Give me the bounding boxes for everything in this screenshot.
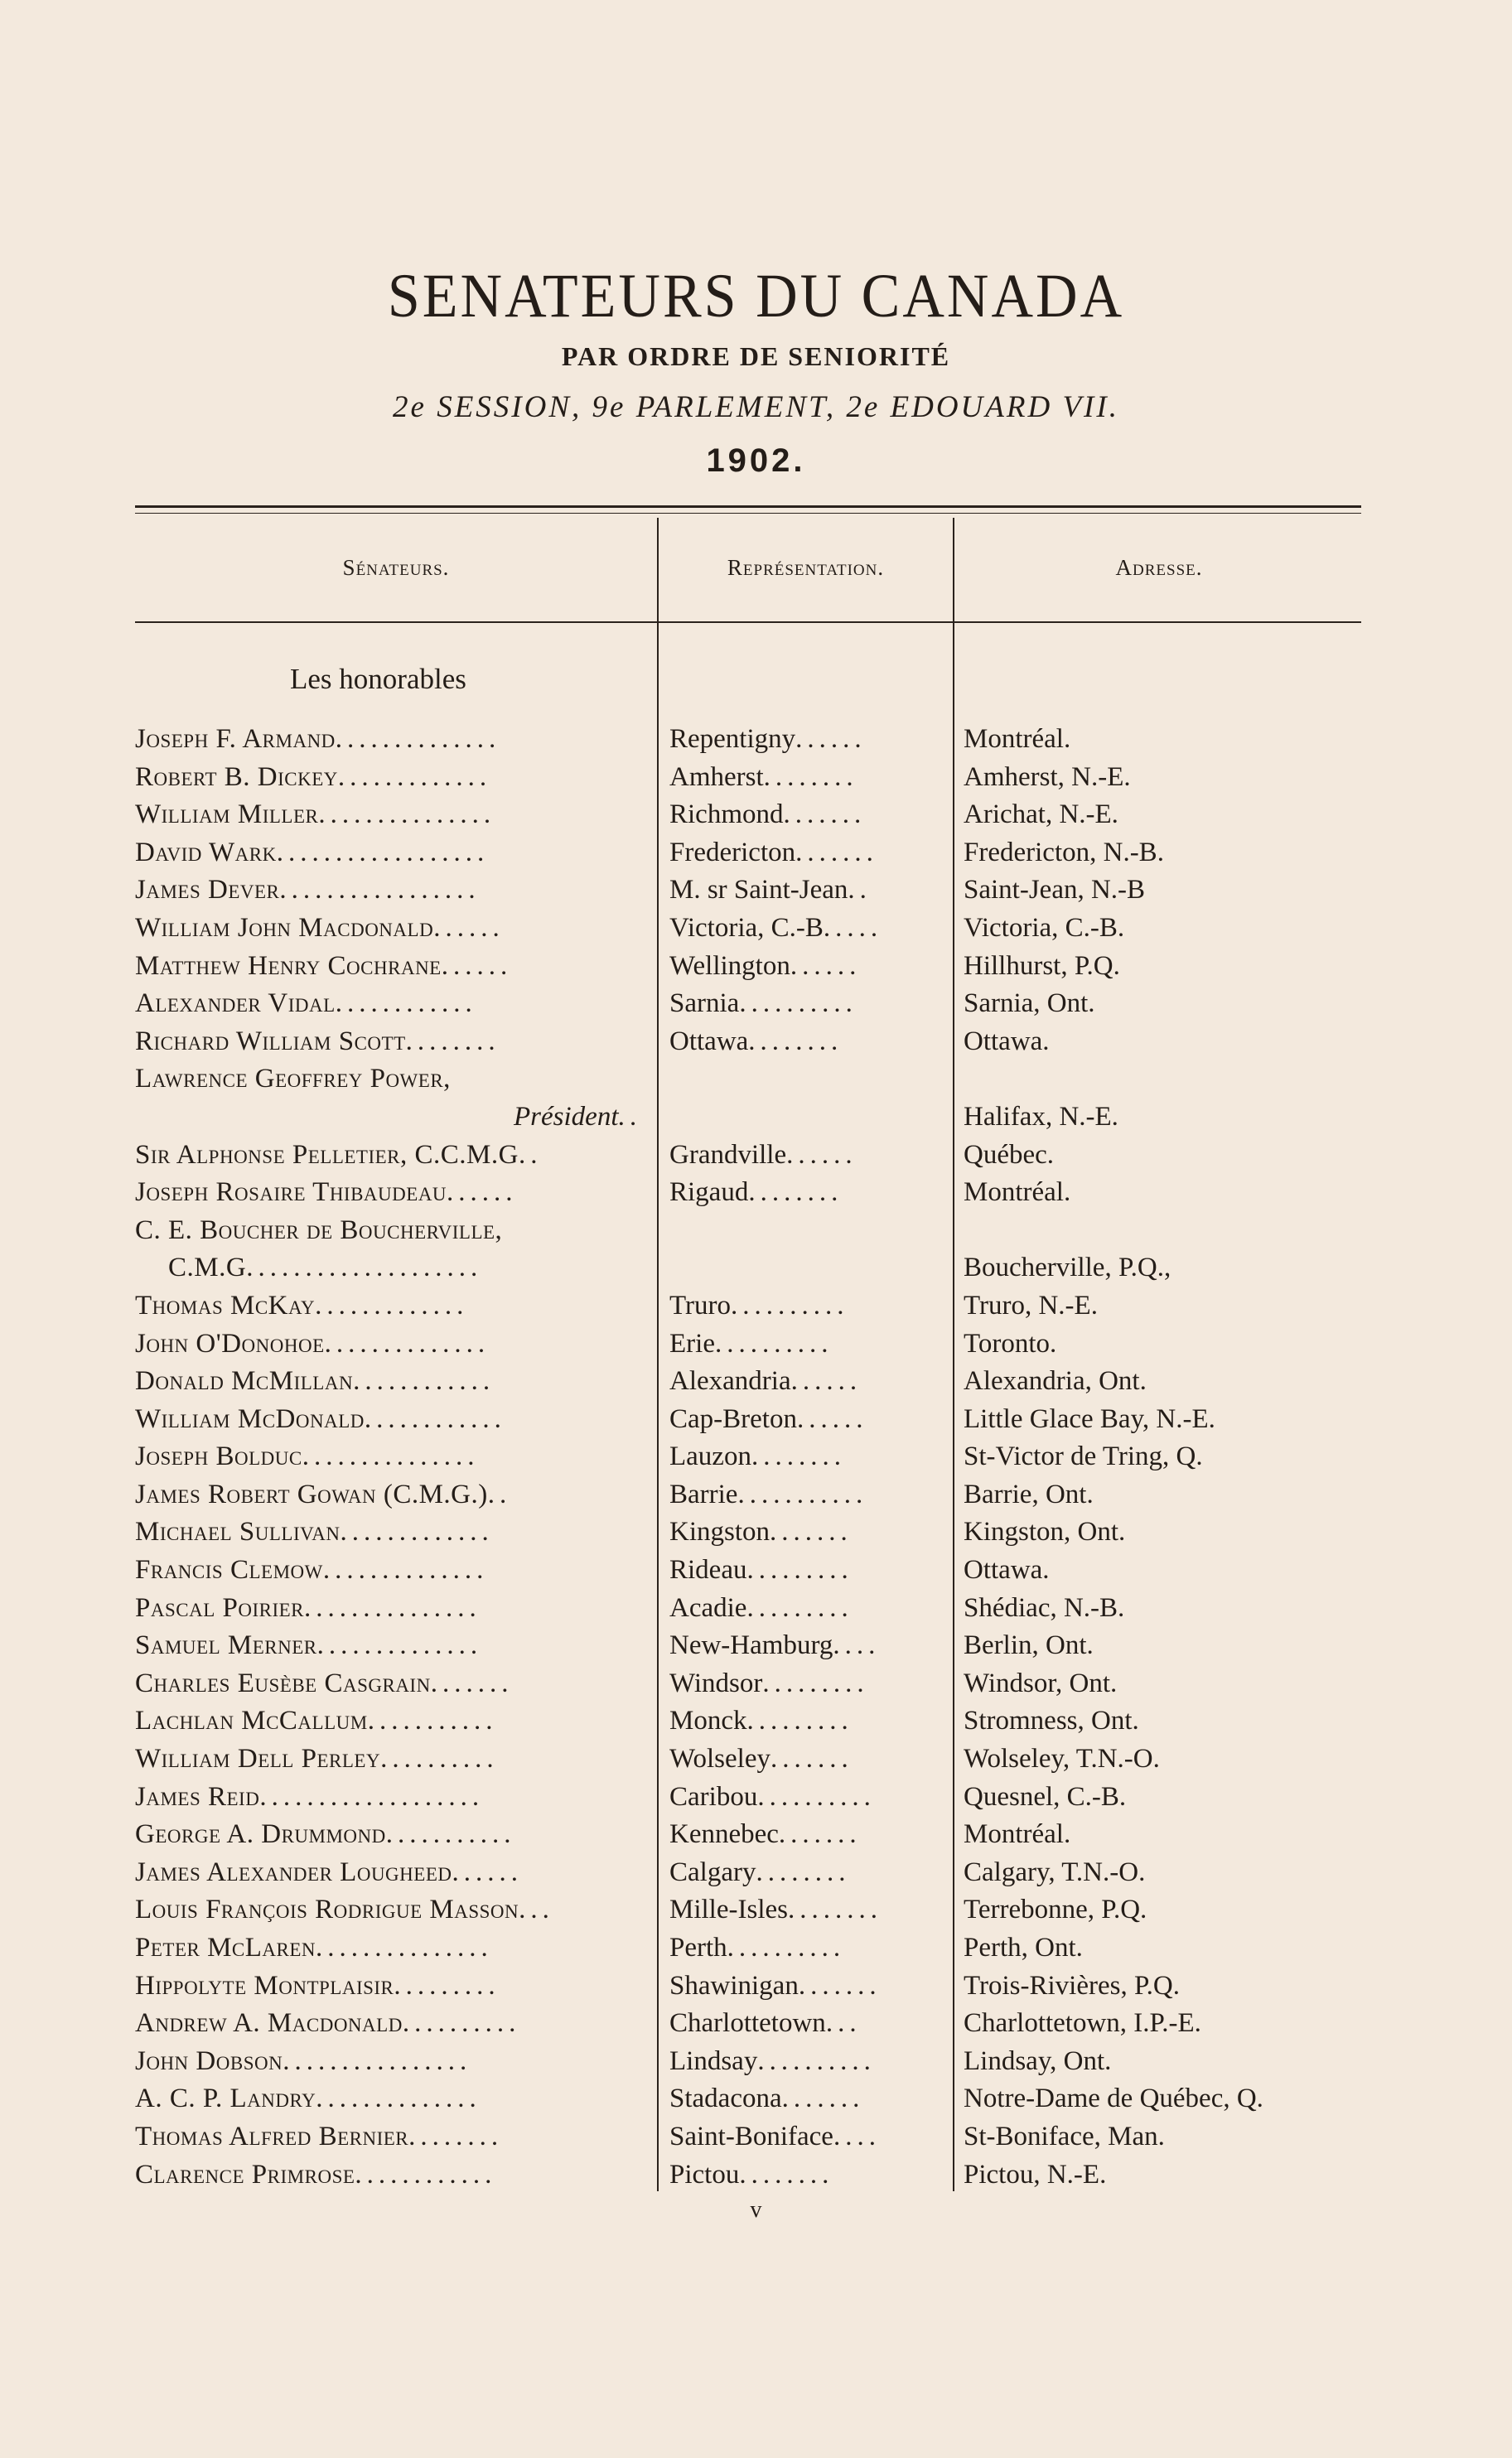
leader-dots: ......... (746, 1555, 853, 1586)
address: Berlin, Ont. (964, 1630, 1094, 1661)
senator-name: Joseph Bolduc (135, 1441, 302, 1472)
representation: Barrie (669, 1479, 738, 1509)
leader-dots: ................ (283, 2045, 472, 2076)
senator-name: Richard William Scott (135, 1026, 406, 1056)
leader-dots: .......... (402, 2008, 521, 2039)
representation: Alexandria (669, 1366, 791, 1397)
address: St-Victor de Tring, Q. (964, 1441, 1203, 1472)
table-row (135, 796, 1361, 834)
page-title: SENATEURS DU CANADA (387, 261, 1125, 331)
representation: Saint-Boniface (669, 2121, 833, 2151)
senator-name: Hippolyte Montplaisir (135, 1970, 394, 2001)
senator-name: Lawrence Geoffrey Power, (135, 1064, 451, 1094)
leader-dots: .............. (335, 724, 501, 754)
representation: Lauzon (669, 1441, 751, 1472)
senator-name: James Alexander Lougheed (135, 1857, 452, 1887)
senator-name: John Dobson (135, 2045, 283, 2076)
intro-label: Les honorables (290, 663, 466, 695)
senator-name: George A. Drummond (135, 1819, 386, 1850)
leader-dots: ...... (447, 1177, 518, 1208)
leader-dots: .. (618, 1101, 642, 1132)
senator-name: Joseph Rosaire Thibaudeau (135, 1177, 447, 1208)
leader-dots: ............... (302, 1441, 480, 1472)
table-row (135, 910, 1361, 948)
leader-dots: ............. (340, 1517, 494, 1548)
table-row (135, 2005, 1361, 2043)
leader-dots: ... (825, 2008, 862, 2039)
representation: Monck (669, 1706, 747, 1736)
leader-dots: ........... (367, 1706, 498, 1736)
senator-name: A. C. P. Landry (135, 2084, 316, 2114)
representation: Fredericton (669, 837, 796, 867)
leader-dots: ................. (279, 875, 481, 905)
leader-dots: ............. (315, 1290, 469, 1321)
leader-dots: ........ (751, 1441, 846, 1472)
leader-dots: ...... (796, 1403, 868, 1434)
address: Terrebonne, P.Q. (964, 1895, 1147, 1925)
representation: Shawinigan (669, 1970, 799, 2001)
leader-dots: ....... (430, 1668, 514, 1698)
table-row (135, 2156, 1361, 2195)
representation: Calgary (669, 1857, 756, 1887)
leader-dots: ...... (441, 950, 513, 981)
representation: Lindsay (669, 2045, 758, 2076)
table-row (135, 1476, 1361, 1514)
leader-dots: ....... (781, 2084, 865, 2114)
address: Kingston, Ont. (964, 1517, 1126, 1548)
leader-dots: .................. (276, 837, 490, 867)
representation: Mille-Isles (669, 1895, 788, 1925)
leader-dots: ...... (795, 724, 867, 754)
address: Saint-Jean, N.-B (964, 875, 1146, 905)
address: Trois-Rivières, P.Q. (964, 1970, 1180, 2001)
representation: Grandville (669, 1139, 787, 1170)
leader-dots: .......... (714, 1328, 833, 1359)
leader-dots: ....... (778, 1819, 862, 1850)
leader-dots: ......... (746, 1592, 853, 1623)
address: Sarnia, Ont. (964, 988, 1095, 1019)
representation: Wolseley (669, 1744, 770, 1775)
leader-dots: .......... (380, 1744, 499, 1775)
senator-name-cont: C.M.G (168, 1253, 247, 1283)
representation: Charlottetown (669, 2008, 826, 2039)
address: Alexandria, Ont. (964, 1366, 1147, 1397)
address: Shédiac, N.-B. (964, 1592, 1125, 1623)
leader-dots: .............. (322, 1555, 489, 1586)
senator-name: William John Macdonald (135, 912, 434, 943)
representation: Erie (669, 1328, 715, 1359)
address: Lindsay, Ont. (964, 2045, 1112, 2076)
senator-name: David Wark (135, 837, 277, 867)
address: Montréal. (964, 724, 1071, 754)
leader-dots: .. (487, 1479, 512, 1509)
leader-dots: ............ (353, 1366, 495, 1397)
table-row (135, 1287, 1361, 1326)
representation: M. sr Saint-Jean (669, 875, 848, 905)
table-row (135, 1627, 1361, 1665)
leader-dots: ........... (737, 1479, 868, 1509)
senator-name: Andrew A. Macdonald (135, 2008, 403, 2039)
address: Notre-Dame de Québec, Q. (964, 2084, 1263, 2114)
column-header-representation: Représentation. (727, 555, 885, 580)
representation: Windsor (669, 1668, 763, 1698)
representation: Sarnia (669, 988, 740, 1019)
address: Charlottetown, I.P.-E. (964, 2008, 1201, 2039)
leader-dots: ............... (304, 1592, 481, 1623)
senator-name: Charles Eusèbe Casgrain (135, 1668, 431, 1698)
leader-dots: ........ (748, 1177, 843, 1208)
leader-dots: ............ (355, 2159, 497, 2190)
leader-dots: .......... (757, 2045, 876, 2076)
column-header-adresse: Adresse. (1115, 555, 1203, 580)
table-row (135, 1665, 1361, 1703)
table-row (135, 2043, 1361, 2081)
year: 1902. (706, 442, 806, 479)
senator-name: Louis François Rodrigue Masson (135, 1895, 519, 1925)
representation: Perth (669, 1933, 727, 1963)
leader-dots: .. (518, 1139, 543, 1170)
representation: Kennebec (669, 1819, 779, 1850)
table-row (135, 1438, 1361, 1476)
table-row (135, 1326, 1361, 1364)
representation: New-Hamburg (669, 1630, 833, 1661)
representation: Cap-Breton (669, 1403, 797, 1434)
address: Hillhurst, P.Q. (964, 950, 1120, 981)
top-rule-thin (135, 513, 1361, 514)
leader-dots: .......... (739, 988, 857, 1019)
representation: Kingston (669, 1517, 770, 1548)
senator-name: John O'Donohoe (135, 1328, 325, 1359)
table-row (135, 834, 1361, 872)
address: Montréal. (964, 1177, 1071, 1208)
address: Wolseley, T.N.-O. (964, 1744, 1160, 1775)
leader-dots: ....... (783, 799, 867, 830)
header-rule (135, 621, 1361, 623)
leader-dots: ..... (823, 912, 883, 943)
table-row (135, 759, 1361, 797)
leader-dots: .......... (730, 1290, 849, 1321)
leader-dots: .. (848, 875, 872, 905)
leader-dots: ........ (763, 761, 858, 792)
table-row (135, 1854, 1361, 1892)
senators-table (135, 721, 1361, 2194)
representation: Acadie (669, 1592, 747, 1623)
senator-name: Thomas Alfred Bernier (135, 2121, 409, 2151)
senator-name: Michael Sullivan (135, 1517, 341, 1548)
representation: Amherst (669, 761, 764, 792)
leader-dots: ............... (318, 799, 496, 830)
senator-name: William McDonald (135, 1403, 365, 1434)
leader-dots: ........ (739, 2159, 834, 2190)
senator-name: C. E. Boucher de Boucherville, (135, 1215, 503, 1245)
leader-dots: ...... (790, 950, 862, 981)
address: Victoria, C.-B. (964, 912, 1125, 943)
representation: Rigaud (669, 1177, 749, 1208)
address: Windsor, Ont. (964, 1668, 1118, 1698)
senator-name: Donald McMillan (135, 1366, 354, 1397)
address: Little Glace Bay, N.-E. (964, 1403, 1215, 1434)
representation: Richmond (669, 799, 784, 830)
address: Ottawa. (964, 1555, 1050, 1586)
column-header-senateurs: Sénateurs. (342, 555, 450, 580)
senator-name: James Robert Gowan (C.M.G.) (135, 1479, 488, 1509)
leader-dots: ........ (787, 1895, 882, 1925)
top-rule-thick (135, 505, 1361, 508)
senator-name: Sir Alphonse Pelletier, C.C.M.G (135, 1139, 519, 1170)
leader-dots: ............. (337, 761, 492, 792)
address: Quesnel, C.-B. (964, 1781, 1127, 1812)
leader-dots: .... (833, 2121, 881, 2151)
leader-dots: ....... (798, 1970, 882, 2001)
leader-dots: ........ (405, 1026, 500, 1056)
senator-name: William Miller (135, 799, 319, 830)
address: Stromness, Ont. (964, 1706, 1139, 1736)
address: Fredericton, N.-B. (964, 837, 1164, 867)
table-row (135, 2080, 1361, 2118)
representation: Rideau (669, 1555, 747, 1586)
representation: Victoria, C.-B (669, 912, 824, 943)
senator-name: William Dell Perley (135, 1744, 381, 1775)
address: Barrie, Ont. (964, 1479, 1094, 1509)
address: Amherst, N.-E. (964, 761, 1131, 792)
address: Toronto. (964, 1328, 1057, 1359)
senator-name: Robert B. Dickey (135, 761, 338, 792)
table-row (135, 1401, 1361, 1439)
table-row (135, 1929, 1361, 1968)
senator-name: Peter McLaren (135, 1933, 316, 1963)
address: Halifax, N.-E. (964, 1101, 1118, 1132)
session-line: 2e SESSION, 9e PARLEMENT, 2e EDOUARD VII. (393, 390, 1119, 424)
leader-dots: ............... (316, 1933, 493, 1963)
leader-dots: ...... (786, 1139, 857, 1170)
leader-dots: ................... (259, 1781, 485, 1812)
senator-name: Thomas McKay (135, 1290, 316, 1321)
leader-dots: ...... (790, 1366, 862, 1397)
table-row (135, 872, 1361, 910)
table-row (135, 1741, 1361, 1779)
senator-name: Matthew Henry Cochrane (135, 950, 442, 981)
leader-dots: .................... (246, 1253, 483, 1283)
leader-dots: ....... (770, 1744, 853, 1775)
senator-title: Président (514, 1101, 619, 1132)
page-number: v (750, 2197, 762, 2223)
leader-dots: ......... (762, 1668, 869, 1698)
leader-dots: ........ (756, 1857, 851, 1887)
senator-name: Pascal Poirier (135, 1592, 305, 1623)
table-row (135, 1779, 1361, 1817)
address: Arichat, N.-E. (964, 799, 1118, 830)
table-row (135, 1552, 1361, 1590)
representation: Truro (669, 1290, 731, 1321)
table-row (135, 1363, 1361, 1401)
table-row (135, 1174, 1361, 1212)
leader-dots: .............. (324, 1328, 490, 1359)
address: St-Boniface, Man. (964, 2121, 1165, 2151)
table-row (135, 1137, 1361, 1175)
leader-dots: ......... (394, 1970, 500, 2001)
leader-dots: .......... (727, 1933, 846, 1963)
leader-dots: ............ (364, 1403, 506, 1434)
address: Perth, Ont. (964, 1933, 1083, 1963)
leader-dots: ......... (746, 1706, 853, 1736)
leader-dots: .... (833, 1630, 881, 1661)
table-row (135, 1702, 1361, 1741)
leader-dots: ....... (770, 1517, 853, 1548)
senator-name: Clarence Primrose (135, 2159, 355, 2190)
senator-name: James Dever (135, 875, 280, 905)
leader-dots: ........ (408, 2121, 504, 2151)
page-subtitle: PAR ORDRE DE SENIORITÉ (561, 341, 951, 371)
table-row (135, 1212, 1361, 1287)
senator-name: James Reid (135, 1781, 260, 1812)
address: Québec. (964, 1139, 1055, 1170)
representation: Caribou (669, 1781, 758, 1812)
leader-dots: ... (519, 1895, 554, 1925)
table-row (135, 721, 1361, 759)
table-row (135, 2118, 1361, 2156)
table-row (135, 985, 1361, 1023)
address: Calgary, T.N.-O. (964, 1857, 1146, 1887)
address: Pictou, N.-E. (964, 2159, 1107, 2190)
representation: Ottawa (669, 1026, 749, 1056)
leader-dots: .............. (316, 1630, 483, 1661)
address: Montréal. (964, 1819, 1071, 1850)
leader-dots: .............. (316, 2084, 481, 2114)
table-row (135, 948, 1361, 986)
senator-name: Francis Clemow (135, 1555, 323, 1586)
table-row (135, 1816, 1361, 1854)
representation: Stadacona (669, 2084, 782, 2114)
table-row (135, 1590, 1361, 1628)
representation: Pictou (669, 2159, 740, 2190)
representation: Wellington (669, 950, 790, 981)
table-row (135, 1514, 1361, 1552)
leader-dots: .......... (757, 1781, 876, 1812)
senator-name: Lachlan McCallum (135, 1706, 368, 1736)
table-row (135, 1060, 1361, 1136)
leader-dots: ...... (433, 912, 505, 943)
address: Ottawa. (964, 1026, 1050, 1056)
address: Boucherville, P.Q., (964, 1253, 1171, 1283)
senator-name: Samuel Merner (135, 1630, 317, 1661)
table-row (135, 1968, 1361, 2006)
representation: Repentigny (669, 724, 796, 754)
senator-name: Joseph F. Armand (135, 724, 336, 754)
table-row (135, 1023, 1361, 1061)
leader-dots: ............ (335, 988, 477, 1019)
leader-dots: ...... (452, 1857, 523, 1887)
leader-dots: ....... (795, 837, 878, 867)
table-row (135, 1891, 1361, 1929)
senator-name: Alexander Vidal (135, 988, 336, 1019)
leader-dots: ........... (385, 1819, 516, 1850)
address: Truro, N.-E. (964, 1290, 1098, 1321)
leader-dots: ........ (748, 1026, 843, 1056)
